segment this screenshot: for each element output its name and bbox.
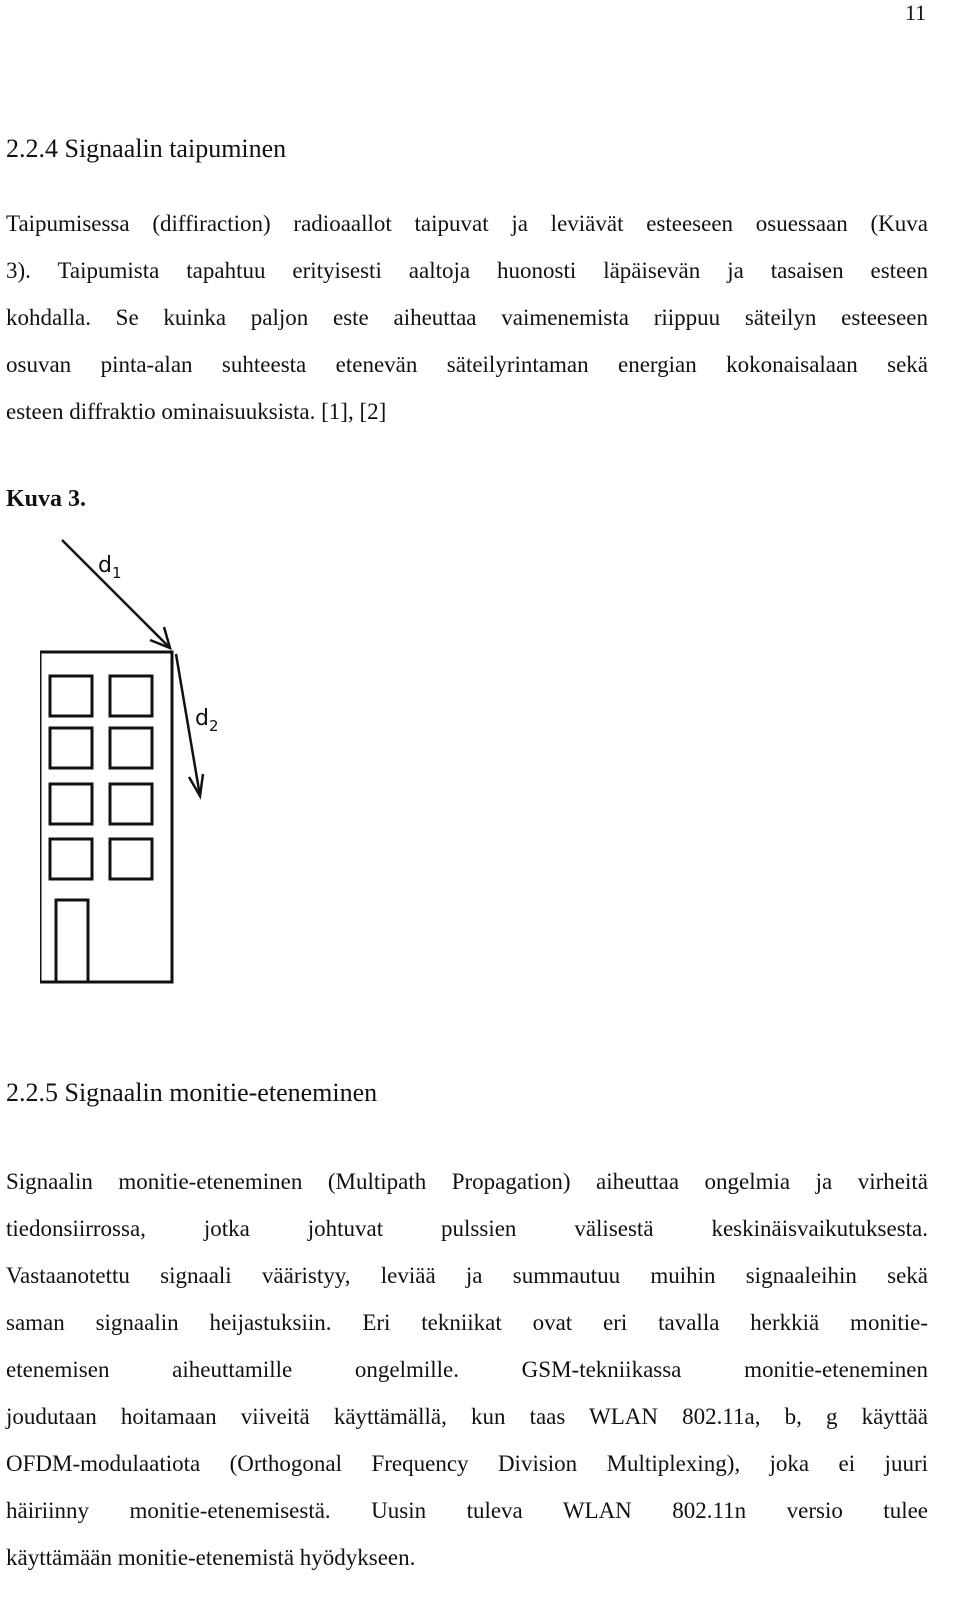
- page-number: 11: [905, 0, 927, 25]
- paragraph-line: osuvan pinta-alan suhteesta etenevän säteilyrintaman energian kokonaisalaan sekä: [6, 352, 928, 377]
- paragraph-line: OFDM-modulaatiota (Orthogonal Frequency Division Multiplexing), joka ei juuri: [6, 1451, 928, 1476]
- window: [110, 728, 152, 768]
- label-d1: $d_1$: [98, 553, 122, 582]
- label-d2: $d_2$: [195, 706, 219, 735]
- section-2-2-4-paragraph: [6, 200, 928, 435]
- window: [50, 728, 92, 768]
- paragraph-line: 3). Taipumista tapahtuu erityisesti aaltoja huonosti läpäisevän ja tasaisen esteen: [6, 258, 928, 283]
- paragraph-line: Signaalin monitie-eteneminen (Multipath Propagation) aiheuttaa ongelmia ja virheitä: [6, 1169, 928, 1194]
- paragraph-line: etenemisen aiheuttamille ongelmille. GSM-tekniikassa monitie-eteneminen: [6, 1357, 928, 1382]
- window: [110, 676, 152, 716]
- paragraph-line: kohdalla. Se kuinka paljon este aiheuttaa vaimenemista riippuu säteilyn esteeseen: [6, 305, 928, 330]
- section-heading-2-2-5: 2.2.5 Signaalin monitie-eteneminen: [6, 1078, 378, 1107]
- figure-caption: Kuva 3.: [6, 486, 87, 512]
- paragraph-line: käyttämään monitie-etenemistä hyödykseen.: [6, 1545, 416, 1570]
- paragraph-line: häiriinny monitie-etenemisestä. Uusin tuleva WLAN 802.11n versio tulee: [6, 1498, 928, 1523]
- paragraph-line: joudutaan hoitamaan viiveitä käyttämällä, kun taas WLAN 802.11a, b, g käyttää: [6, 1404, 928, 1429]
- paragraph-line: esteen diffraktio ominaisuuksista. [1], [2]: [6, 399, 387, 424]
- building-windows: [50, 676, 152, 879]
- paragraph-line: saman signaalin heijastuksiin. Eri tekniikat ovat eri tavalla herkkiä monitie-: [6, 1310, 928, 1335]
- window: [50, 839, 92, 879]
- paragraph-line: Taipumisessa (diffiraction) radioaallot taipuvat ja leviävät esteeseen osuessaan (Kuva: [6, 211, 928, 236]
- incident-ray-line: [62, 540, 170, 648]
- window: [50, 676, 92, 716]
- window: [110, 784, 152, 824]
- section-2-2-5-paragraph: [6, 1158, 928, 1581]
- diffraction-diagram: [40, 530, 300, 990]
- section-heading-2-2-4: 2.2.4 Signaalin taipuminen: [6, 134, 287, 163]
- paragraph-line: tiedonsiirrossa, jotka johtuvat pulssien välisestä keskinäisvaikutuksesta.: [6, 1216, 928, 1241]
- paragraph-line: Vastaanotettu signaali vääristyy, leviää ja summautuu muihin signaaleihin sekä: [6, 1263, 928, 1288]
- building-door: [56, 900, 88, 982]
- window: [50, 784, 92, 824]
- window: [110, 839, 152, 879]
